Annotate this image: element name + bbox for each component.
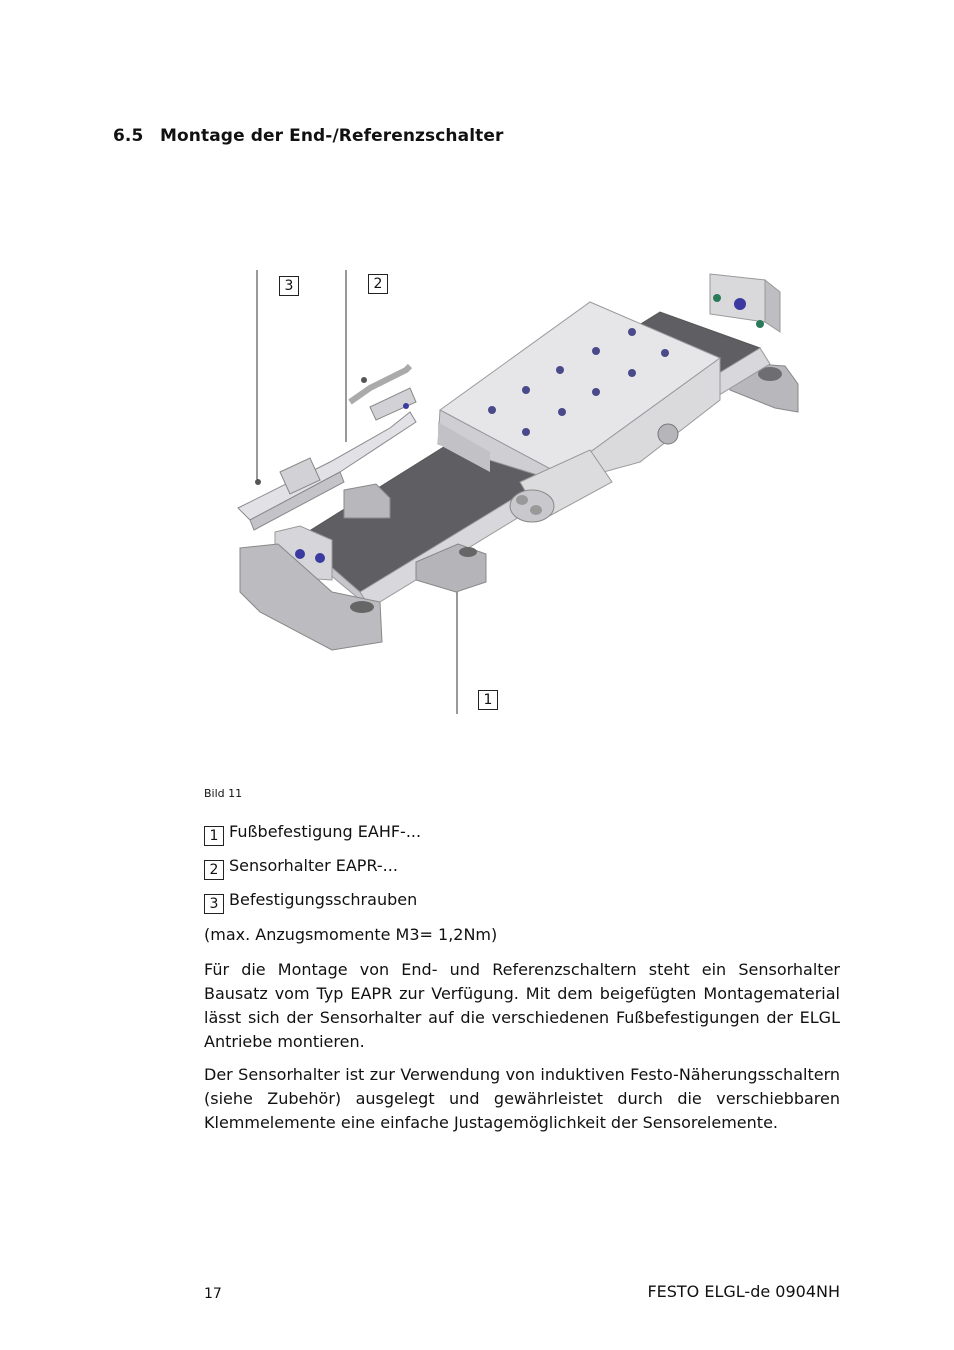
callout-3: 3: [279, 276, 299, 296]
callout-2: 2: [368, 274, 388, 294]
figure-caption: Bild 11: [204, 787, 243, 800]
section-number: 6.5: [113, 126, 144, 146]
legend-number: 1: [204, 826, 224, 846]
legend-item: [204, 855, 398, 880]
torque-note: (max. Anzugsmomente M3= 1,2Nm): [204, 925, 498, 944]
legend-text: Sensorhalter EAPR-...: [229, 856, 398, 875]
legend-number: 3: [204, 894, 224, 914]
legend-item: [204, 821, 421, 846]
legend-item: [204, 889, 417, 914]
figure-linear-axis: [220, 262, 820, 722]
document-id: FESTO ELGL-de 0904NH: [647, 1282, 840, 1301]
legend-text: Befestigungsschrauben: [229, 890, 418, 909]
linear-axis-illustration: [220, 262, 820, 722]
page-number: 17: [204, 1286, 222, 1302]
paragraph-sensor-holder: Der Sensorhalter ist zur Verwendung von induktiven Festo-Näherungsschaltern (siehe Zubehör) ausgelegt und gewährleistet durch die verschiebbaren Klemmelemente eine einfache Justagemöglichkeit der Sensorelemente.: [204, 1065, 840, 1132]
legend-number: 2: [204, 860, 224, 880]
paragraph-mounting: Für die Montage von End- und Referenzschaltern steht ein Sensorhalter Bausatz vom Typ EAPR zur Verfügung. Mit dem beigefügten Montagematerial lässt sich der Sensorhalter auf die verschiedenen Fußbefestigungen der ELGL Antriebe montieren.: [204, 960, 840, 1051]
section-heading: [113, 126, 503, 146]
legend-text: Fußbefestigung EAHF-...: [229, 822, 422, 841]
callout-1: 1: [478, 690, 498, 710]
section-title: Montage der End-/Referenzschalter: [160, 126, 504, 146]
